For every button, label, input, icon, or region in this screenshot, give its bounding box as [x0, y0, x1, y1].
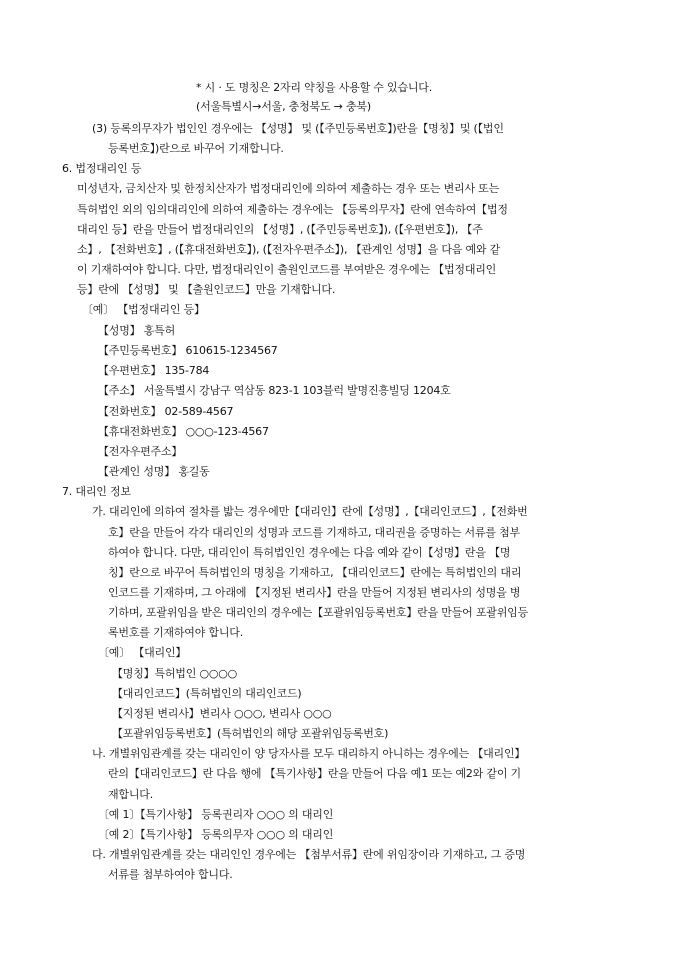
- text-line: 란의【대리인코드】란 다음 행에 【특기사항】란을 만들어 다음 예1 또는 예2와 같이 기: [108, 767, 521, 780]
- example-line: 【전화번호】 02-589-4567: [98, 405, 234, 418]
- example-line: 【주민등록번호】 610615-1234567: [98, 344, 278, 357]
- text-line: 이 기재하여야 합니다. 다만, 법정대리인이 출원인코드를 부여받은 경우에는 【법정대리인: [77, 263, 497, 276]
- text-line: 소】, 【전화번호】, (【휴대전화번호】), (【전자우편주소】), 【관계인 성명】을 다음 예와 같: [77, 243, 501, 256]
- example-label: 〔예〕 【대리인】: [98, 646, 187, 659]
- text-line: * 시 · 도 명칭은 2자리 약칭을 사용할 수 있습니다.: [196, 81, 433, 94]
- example-line: 【명칭】특허법인 ○○○○: [112, 667, 238, 680]
- text-line: 칭】란으로 바꾸어 특허법인의 명칭을 기재하고, 【대리인코드】란에는 특허법인의 대리: [108, 566, 522, 579]
- text-line: 기하며, 포괄위임을 받은 대리인의 경우에는【포괄위임등록번호】란을 만들어 포괄위임등: [108, 606, 529, 619]
- text-line: 록번호를 기재하여야 합니다.: [108, 626, 244, 639]
- section-heading: 7. 대리인 정보: [62, 485, 131, 498]
- example-label: 〔예〕 【법정대리인 등】: [82, 303, 205, 316]
- text-line: (서울특별시→서울, 충청북도 → 충북): [196, 100, 371, 113]
- text-line: 등】란에 【성명】 및 【출원인코드】만을 기재합니다.: [77, 283, 336, 296]
- example-line: 〔예 2〕【특기사항】 등록의무자 ○○○ 의 대리인: [98, 828, 334, 841]
- example-line: 【우편번호】 135-784: [98, 364, 210, 377]
- text-line: 하여야 합니다. 다만, 대리인이 특허법인인 경우에는 다음 예와 같이【성명】란을 【명: [108, 546, 511, 559]
- text-line: 재합니다.: [108, 788, 154, 801]
- text-line: 미성년자, 금치산자 및 한정치산자가 법정대리인에 의하여 제출하는 경우 또는 변리사 또는: [77, 182, 500, 195]
- text-line: 인코드를 기재하며, 그 아래에 【지정된 변리사】란을 만들어 지정된 변리사의 성명을 병: [108, 586, 521, 599]
- text-line: 대리인 등】란을 만들어 법정대리인의 【성명】, (【주민등록번호】), (【우편번호】), 【주: [77, 223, 483, 236]
- example-line: 【대리인코드】(특허법인의 대리인코드): [112, 687, 302, 700]
- example-line: 【포괄위임등록번호】(특허법인의 해당 포괄위임등록번호): [112, 727, 389, 740]
- example-line: 【주소】 서울특별시 강남구 역삼동 823-1 103블럭 발명진흥빌딩 1204호: [98, 384, 451, 397]
- text-line: 나. 개별위임관계를 갖는 대리인이 양 당자사를 모두 대리하지 아니하는 경우에는 【대리인】: [92, 747, 526, 760]
- text-line: 다. 개별위임관계를 갖는 대리인인 경우에는 【첨부서류】란에 위임장이라 기재하고, 그 증명: [92, 848, 526, 861]
- text-line: (3) 등록의무자가 법인인 경우에는 【성명】 및 (【주민등록번호】)란을【명칭】및 (【법인: [92, 122, 504, 135]
- text-line: 서류를 첨부하여야 합니다.: [108, 868, 233, 881]
- example-line: 【지정된 변리사】변리사 ○○○, 변리사 ○○○: [112, 707, 332, 720]
- example-line: 【성명】 홍특허: [98, 324, 176, 337]
- text-line: 특허법인 외의 임의대리인에 의하여 제출하는 경우에는 【등록의무자】란에 연속하여【법정: [77, 203, 508, 216]
- example-line: 【휴대전화번호】 ○○○-123-4567: [98, 425, 269, 438]
- example-line: 【전자우편주소】: [98, 445, 183, 458]
- example-line: 【관계인 성명】 홍길동: [98, 465, 210, 478]
- text-line: 가. 대리인에 의하여 절차를 밟는 경우에만【대리인】란에【성명】,【대리인코드】,【전화번: [92, 505, 528, 518]
- section-heading: 6. 법정대리인 등: [62, 162, 142, 175]
- example-line: 〔예 1〕【특기사항】 등록권리자 ○○○ 의 대리인: [98, 808, 334, 821]
- text-line: 등록번호】)란으로 바꾸어 기재합니다.: [108, 142, 284, 155]
- text-line: 호】란을 만들어 각각 대리인의 성명과 코드를 기재하고, 대리권을 증명하는 서류를 첨부: [108, 526, 520, 539]
